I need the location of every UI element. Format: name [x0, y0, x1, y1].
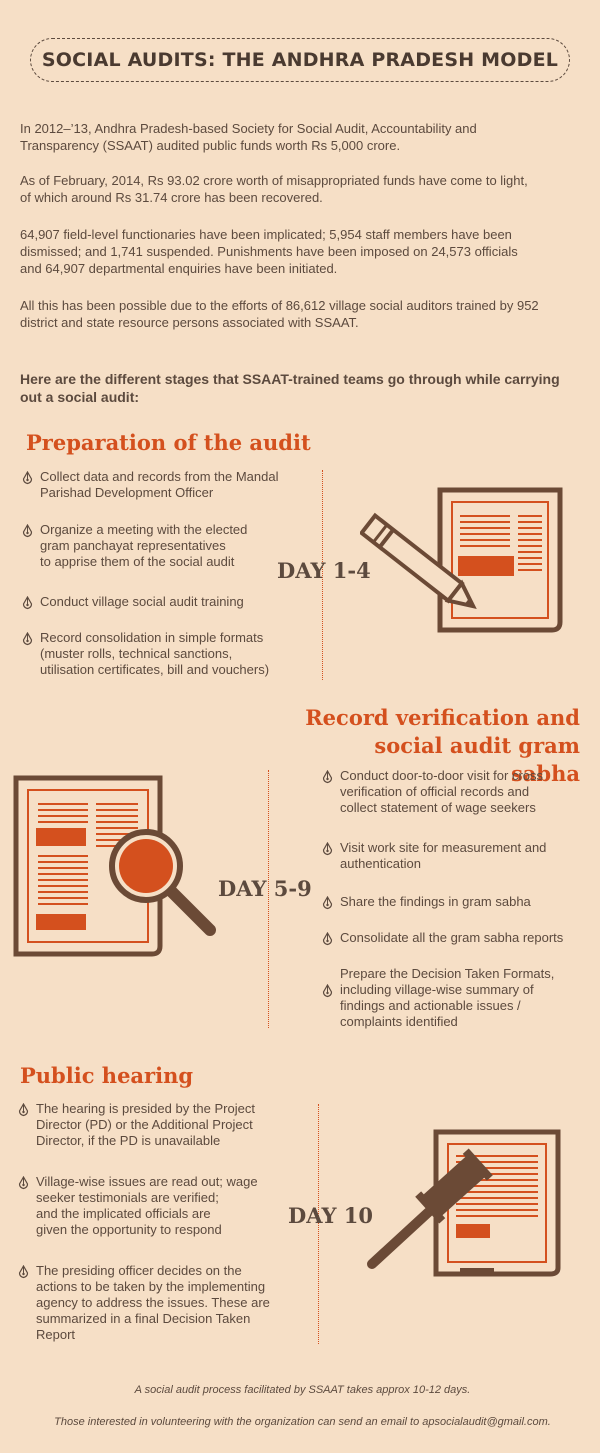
- step-text: Share the findings in gram sabha: [340, 894, 531, 909]
- step-text: The presiding officer decides on the actions to be taken by the implementing agency to address the issues. These are summarized in a final Decision Taken Report: [36, 1263, 270, 1342]
- step-text: The hearing is presided by the Project Director (PD) or the Additional Project Director, if the PD is unavailable: [36, 1101, 255, 1148]
- document-magnifier-icon: [8, 770, 220, 960]
- day-label: DAY 5-9: [218, 876, 312, 901]
- document-pencil-icon: [360, 482, 570, 634]
- quill-icon: [322, 932, 333, 946]
- step-text: Prepare the Decision Taken Formats, including village-wise summary of findings and actionable issues / complaints identified: [340, 966, 555, 1029]
- section-heading-public-hearing: Public hearing: [20, 1063, 194, 1088]
- quill-icon: [322, 896, 333, 910]
- footer-note: A social audit process facilitated by SSAAT takes approx 10-12 days.: [134, 1384, 471, 1396]
- step-text: Conduct village social audit training: [40, 594, 244, 609]
- footer-contact: Those interested in volunteering with the organization can send an email to apsocialaudit@gmail.com.: [54, 1416, 551, 1428]
- day-label: DAY 1-4: [277, 558, 371, 583]
- quill-icon: [22, 471, 33, 485]
- step-text: Visit work site for measurement and authentication: [340, 840, 547, 871]
- document-gavel-icon: [360, 1124, 570, 1280]
- stages-lead: Here are the different stages that SSAAT-trained teams go through while carrying out a social audit:: [20, 371, 560, 405]
- intro-paragraph-2: As of February, 2014, Rs 93.02 crore worth of misappropriated funds have come to light, of which around Rs 31.74 crore has been recovered.: [20, 173, 528, 205]
- step-text: Record consolidation in simple formats (muster rolls, technical sanctions, utilisation certificates, bill and vouchers): [40, 630, 270, 677]
- section-heading-preparation: Preparation of the audit: [26, 430, 311, 455]
- step-text: Consolidate all the gram sabha reports: [340, 930, 564, 945]
- intro-paragraph-3: 64,907 field-level functionaries have been implicated; 5,954 staff members have been dismissed; and 1,741 suspended. Punishments have been imposed on 24,573 officials and 64,907 departmental enquiries have been initiated.: [20, 227, 518, 276]
- step-text: Conduct door-to-door visit for cross verification of official records and collect statement of wage seekers: [340, 768, 544, 815]
- quill-icon: [18, 1176, 29, 1190]
- quill-icon: [18, 1103, 29, 1117]
- quill-icon: [22, 596, 33, 610]
- quill-icon: [18, 1265, 29, 1279]
- quill-icon: [322, 842, 333, 856]
- quill-icon: [322, 770, 333, 784]
- page-title: SOCIAL AUDITS: THE ANDHRA PRADESH MODEL: [30, 38, 570, 82]
- day-label: DAY 10: [288, 1203, 373, 1228]
- intro-paragraph-1: In 2012–’13, Andhra Pradesh-based Society for Social Audit, Accountability and Transparency (SSAAT) audited public funds worth Rs 5,000 crore.: [20, 121, 477, 153]
- quill-icon: [22, 632, 33, 646]
- quill-icon: [322, 984, 333, 998]
- quill-icon: [22, 524, 33, 538]
- step-text: Village-wise issues are read out; wage seeker testimonials are verified; and the implicated officials are given the opportunity to respond: [36, 1174, 258, 1237]
- step-text: Organize a meeting with the elected gram panchayat representatives to apprise them of the social audit: [40, 522, 248, 569]
- section-heading-verification: Record verification and social audit gram sabha: [305, 705, 580, 786]
- intro-paragraph-4: All this has been possible due to the efforts of 86,612 village social auditors trained by 952 district and state resource persons associated with SSAAT.: [20, 298, 539, 330]
- step-text: Collect data and records from the Mandal Parishad Development Officer: [40, 469, 279, 500]
